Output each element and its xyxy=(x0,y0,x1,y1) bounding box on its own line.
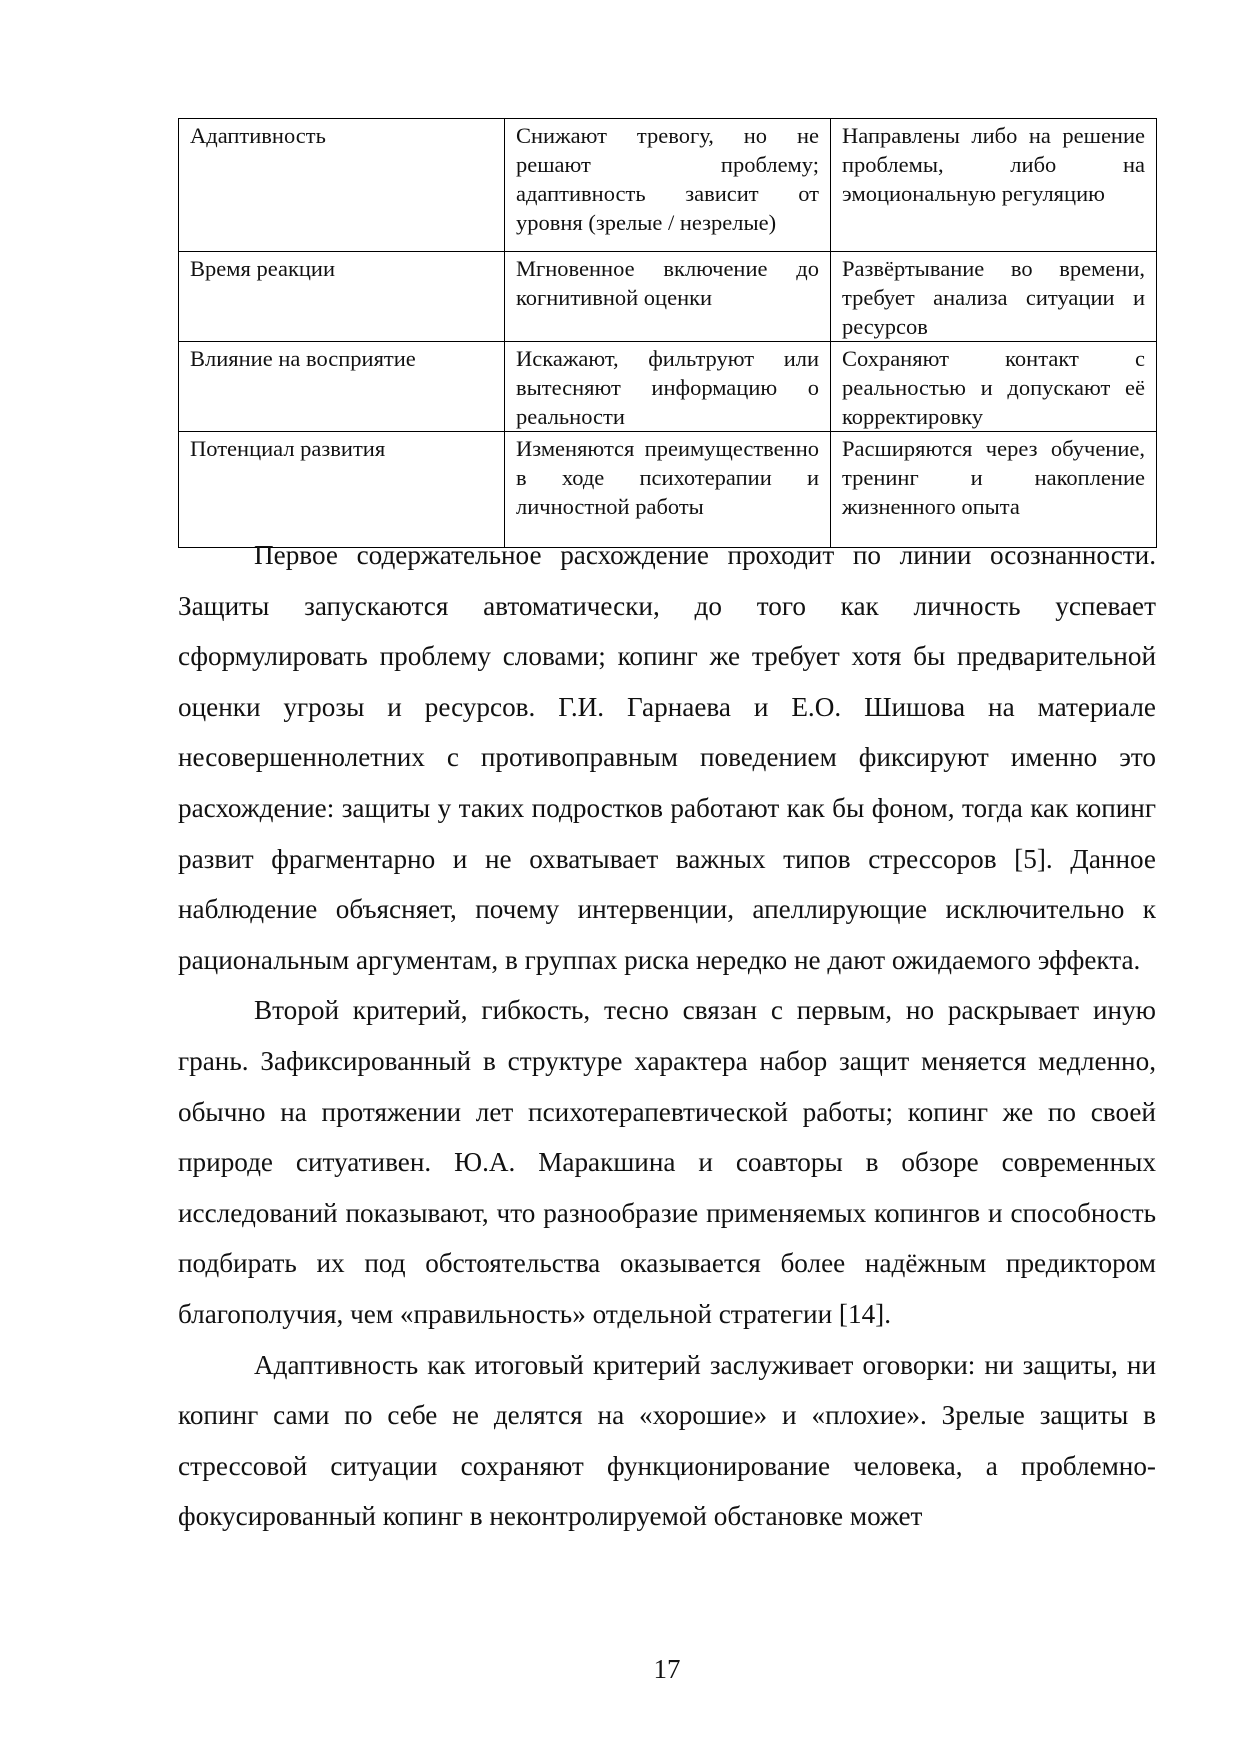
table-cell-defenses: Снижают тревогу, но не решают проблему; адаптивность зависит от уровня (зрелые / незрелые) xyxy=(505,119,831,252)
table-cell-coping: Расширяются через обучение, тренинг и накопление жизненного опыта xyxy=(831,432,1157,548)
comparison-table xyxy=(178,118,1157,548)
table-cell-coping: Развёртывание во времени, требует анализа ситуации и ресурсов xyxy=(831,252,1157,342)
table-cell-defenses: Изменяются преимущественно в ходе психотерапии и личностной работы xyxy=(505,432,831,548)
page-number: 17 xyxy=(653,1654,681,1684)
table-cell-criterion: Время реакции xyxy=(179,252,505,342)
table-cell-criterion: Адаптивность xyxy=(179,119,505,252)
table-row xyxy=(179,119,1157,252)
table-row xyxy=(179,342,1157,432)
paragraph: Адаптивность как итоговый критерий заслуживает оговорки: ни защиты, ни копинг сами по себе не делятся на «хорошие» и «плохие». Зрелые защиты в стрессовой ситуации сохраняют функционирование человека, а проблемно-фокусированный копинг в неконтролируемой обстановке может xyxy=(178,1349,1156,1532)
body-text xyxy=(178,530,1156,1542)
paragraph: Первое содержательное расхождение проходит по линии осознанности. Защиты запускаются автоматически, до того как личность успевает сформулировать проблему словами; копинг же требует хотя бы предварительной оценки угрозы и ресурсов. Г.И. Гарнаева и Е.О. Шишова на материале несовершеннолетних с противоправным поведением фиксируют именно это расхождение: защиты у таких подростков работают как бы фоном, тогда как копинг развит фрагментарно и не охватывает важных типов стрессоров [5]. Данное наблюдение объясняет, почему интервенции, апеллирующие исключительно к рациональным аргументам, в группах риска нередко не дают ожидаемого эффекта. xyxy=(178,540,1156,975)
table-cell-criterion: Потенциал развития xyxy=(179,432,505,548)
table-cell-criterion: Влияние на восприятие xyxy=(179,342,505,432)
paragraph: Второй критерий, гибкость, тесно связан с первым, но раскрывает иную грань. Зафиксированный в структуре характера набор защит меняется медленно, обычно на протяжении лет психотерапевтической работы; копинг же по своей природе ситуативен. Ю.А. Маракшина и соавторы в обзоре современных исследований показывают, что разнообразие применяемых копингов и способность подбирать их под обстоятельства оказывается более надёжным предиктором благополучия, чем «правильность» отдельной стратегии [14]. xyxy=(178,995,1156,1329)
table-cell-defenses: Искажают, фильтруют или вытесняют информацию о реальности xyxy=(505,342,831,432)
table-cell-coping: Сохраняют контакт с реальностью и допускают её корректировку xyxy=(831,342,1157,432)
table-row xyxy=(179,252,1157,342)
table-cell-coping: Направлены либо на решение проблемы, либо на эмоциональную регуляцию xyxy=(831,119,1157,252)
table-cell-defenses: Мгновенное включение до когнитивной оценки xyxy=(505,252,831,342)
